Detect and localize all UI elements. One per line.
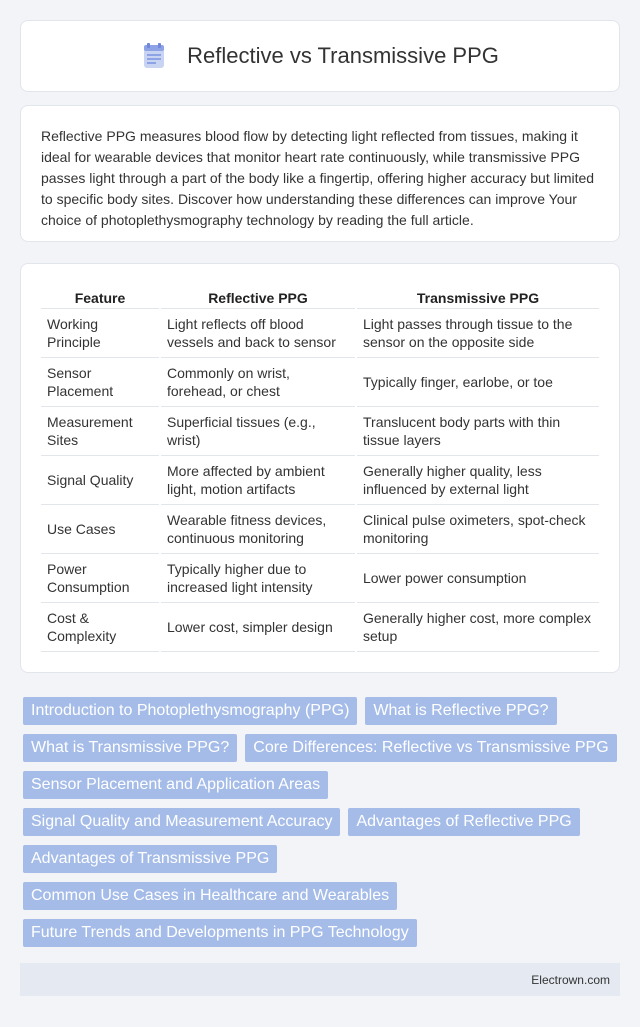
footer (20, 963, 620, 996)
cell-feature: Sensor Placement (41, 357, 160, 406)
cell-reflective: Typically higher due to increased light intensity (160, 553, 356, 602)
cell-feature: Cost & Complexity (41, 602, 160, 651)
topic-tag-link[interactable]: Future Trends and Developments in PPG Technology (23, 919, 417, 947)
cell-transmissive: Generally higher cost, more complex setup (356, 602, 599, 651)
document-icon (141, 42, 167, 70)
cell-transmissive: Light passes through tissue to the sensor on the opposite side (356, 308, 599, 357)
cell-reflective: Wearable fitness devices, continuous monitoring (160, 504, 356, 553)
cell-feature: Measurement Sites (41, 406, 160, 455)
cell-feature: Working Principle (41, 308, 160, 357)
tag-row (23, 882, 617, 910)
topic-tag-link[interactable]: Core Differences: Reflective vs Transmissive PPG (245, 734, 616, 762)
cell-reflective: Commonly on wrist, forehead, or chest (160, 357, 356, 406)
topic-tag-link[interactable]: Advantages of Reflective PPG (348, 808, 579, 836)
cell-transmissive: Lower power consumption (356, 553, 599, 602)
cell-reflective: Light reflects off blood vessels and back to sensor (160, 308, 356, 357)
topic-tag-link[interactable]: Advantages of Transmissive PPG (23, 845, 277, 873)
tag-row (23, 697, 617, 725)
page-title: Reflective vs Transmissive PPG (187, 43, 499, 68)
tag-row (23, 771, 617, 799)
cell-feature: Power Consumption (41, 553, 160, 602)
comparison-table-card (20, 263, 620, 673)
header-transmissive: Transmissive PPG (356, 286, 599, 308)
topic-tag-link[interactable]: Signal Quality and Measurement Accuracy (23, 808, 340, 836)
table-header-row (41, 286, 599, 308)
header-feature: Feature (41, 286, 160, 308)
topic-tag-link[interactable]: Common Use Cases in Healthcare and Wearables (23, 882, 397, 910)
cell-feature: Use Cases (41, 504, 160, 553)
cell-transmissive: Clinical pulse oximeters, spot-check monitoring (356, 504, 599, 553)
tag-row (23, 919, 617, 947)
title-card (20, 20, 620, 92)
table-row (41, 308, 599, 357)
topic-tag-link[interactable]: What is Reflective PPG? (365, 697, 556, 725)
table-row (41, 602, 599, 651)
comparison-table (41, 286, 599, 652)
tag-row (23, 808, 617, 836)
tag-row (23, 845, 617, 873)
header-reflective: Reflective PPG (160, 286, 356, 308)
table-row (41, 504, 599, 553)
topic-tag-link[interactable]: Sensor Placement and Application Areas (23, 771, 328, 799)
intro-card (20, 105, 620, 242)
tag-row (23, 734, 617, 762)
topic-tags (23, 697, 617, 956)
cell-reflective: More affected by ambient light, motion artifacts (160, 455, 356, 504)
cell-reflective: Superficial tissues (e.g., wrist) (160, 406, 356, 455)
cell-transmissive: Generally higher quality, less influenced by external light (356, 455, 599, 504)
topic-tag-link[interactable]: Introduction to Photoplethysmography (PPG) (23, 697, 357, 725)
cell-transmissive: Typically finger, earlobe, or toe (356, 357, 599, 406)
table-row (41, 357, 599, 406)
footer-site: Electrown.com (531, 972, 610, 987)
table-row (41, 455, 599, 504)
table-row (41, 406, 599, 455)
table-row (41, 553, 599, 602)
cell-transmissive: Translucent body parts with thin tissue layers (356, 406, 599, 455)
cell-reflective: Lower cost, simpler design (160, 602, 356, 651)
topic-tag-link[interactable]: What is Transmissive PPG? (23, 734, 237, 762)
cell-feature: Signal Quality (41, 455, 160, 504)
intro-paragraph: Reflective PPG measures blood flow by detecting light reflected from tissues, making it ideal for wearable devices that monitor heart rate continuously, while transmissive PPG passes light through a part of the body like a fingertip, offering higher accuracy but limited to specific body sites. Discover how understanding these differences can improve Your choice of photoplethysmography technology by reading the full article. (41, 128, 595, 228)
